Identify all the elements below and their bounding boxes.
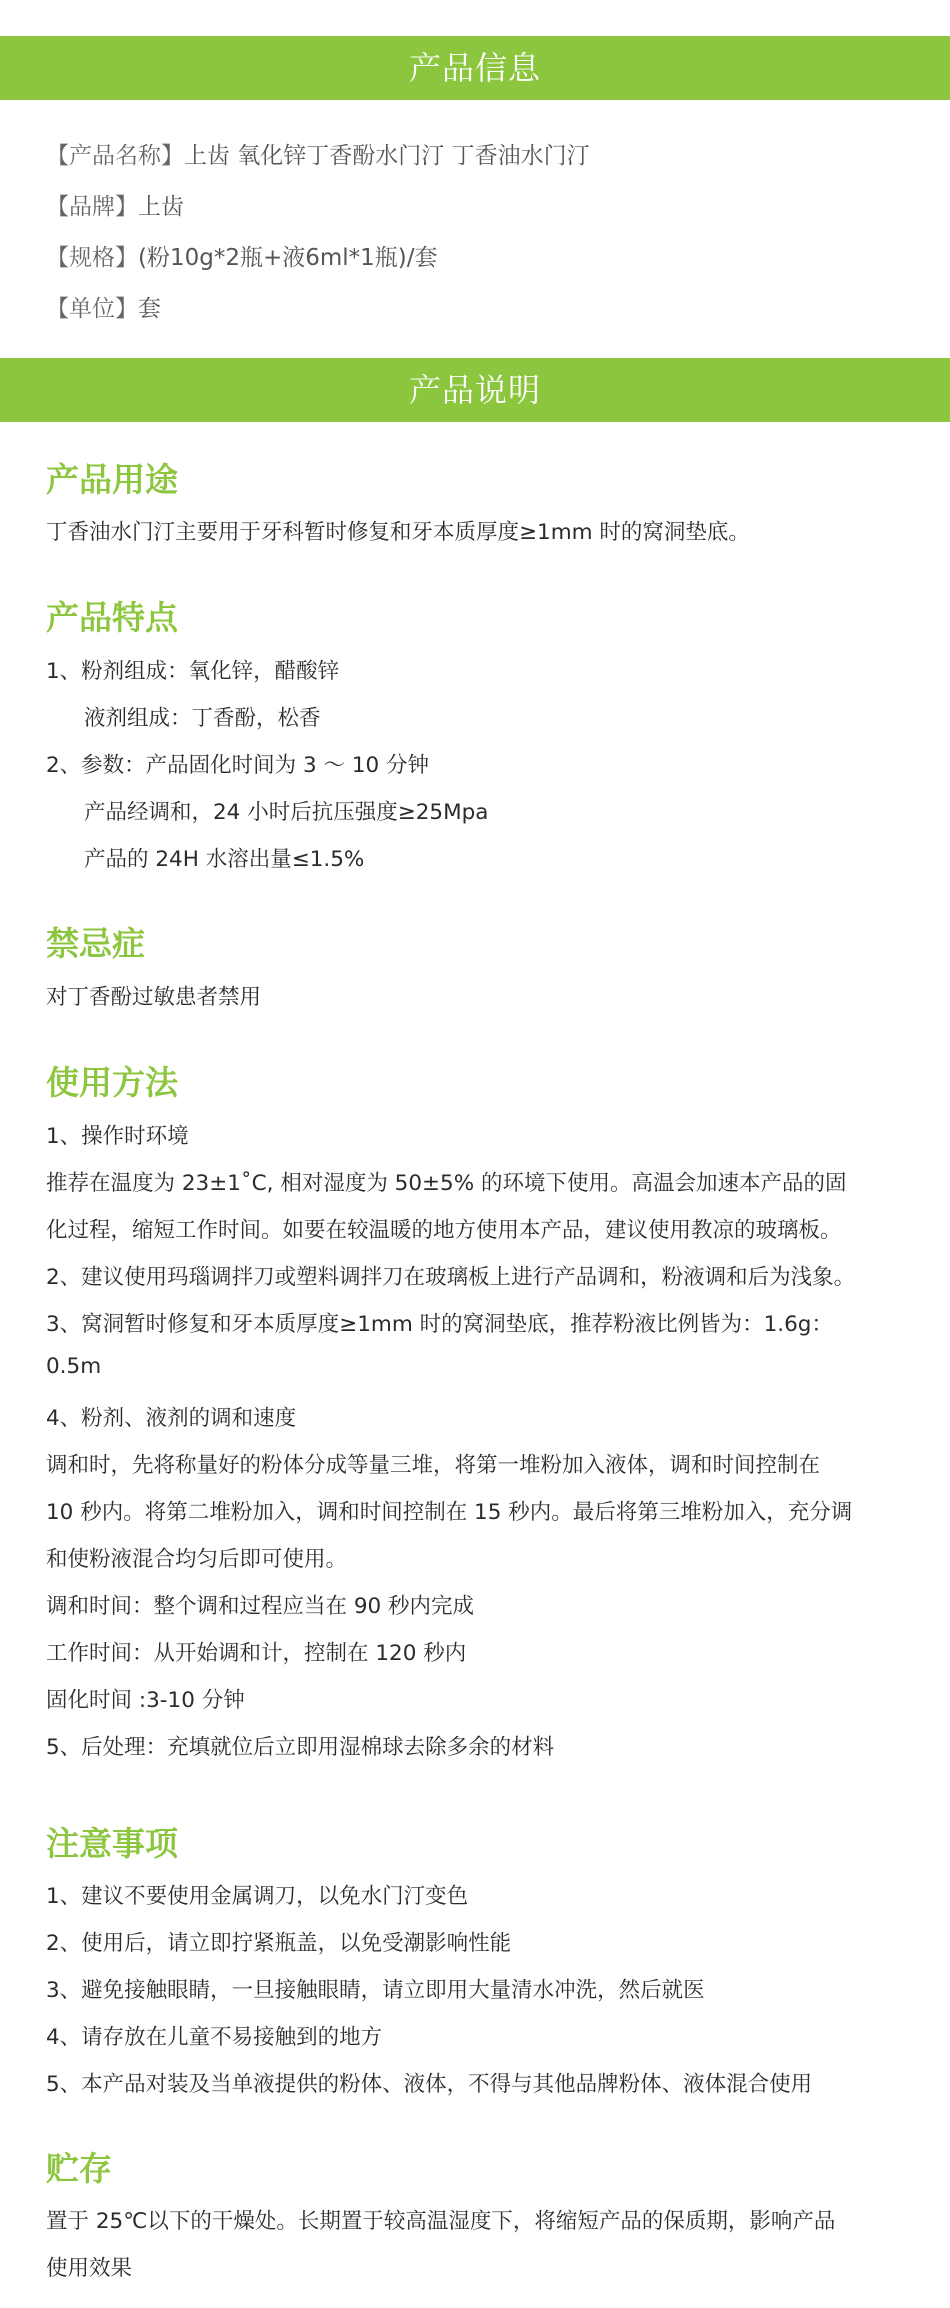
method-line: 化过程，缩短工作时间。如要在较温暖的地方使用本产品，建议使用教凉的玻璃板。 <box>46 1218 842 1243</box>
method-line: 工作时间：从开始调和计，控制在 120 秒内 <box>46 1641 467 1666</box>
method-line: 0.5m <box>46 1354 102 1379</box>
notes-heading: 注意事项 <box>46 1824 178 1863</box>
contraindication-heading: 禁忌症 <box>46 924 145 963</box>
method-line: 1、操作时环境 <box>46 1124 189 1149</box>
notes-line: 1、建议不要使用金属调刀，以免水门汀变色 <box>46 1884 469 1909</box>
method-line: 4、粉剂、液剂的调和速度 <box>46 1406 297 1431</box>
info-label: 【单位】 <box>46 296 138 322</box>
features-line: 2、参数：产品固化时间为 3 ～ 10 分钟 <box>46 753 430 778</box>
features-line: 产品的 24H 水溶出量≤1.5% <box>84 847 365 872</box>
info-label: 【品牌】 <box>46 194 138 220</box>
product-info-header: 产品信息 <box>0 36 950 100</box>
method-line: 调和时间：整个调和过程应当在 90 秒内完成 <box>46 1594 475 1619</box>
info-label: 【规格】 <box>46 245 138 271</box>
storage-line: 置于 25℃以下的干燥处。长期置于较高温湿度下，将缩短产品的保质期，影响产品 <box>46 2209 836 2234</box>
info-row-unit <box>46 290 161 323</box>
info-value: 套 <box>138 296 161 322</box>
method-line: 推荐在温度为 23±1˚C, 相对湿度为 50±5% 的环境下使用。高温会加速本产品的固 <box>46 1171 847 1196</box>
method-line: 2、建议使用玛瑙调拌刀或塑料调拌刀在玻璃板上进行产品调和，粉液调和后为浅象。 <box>46 1265 856 1290</box>
notes-line: 3、避免接触眼睛，一旦接触眼睛，请立即用大量清水冲洗，然后就医 <box>46 1978 705 2003</box>
method-line: 5、后处理：充填就位后立即用湿棉球去除多余的材料 <box>46 1735 555 1760</box>
method-line: 调和时，先将称量好的粉体分成等量三堆，将第一堆粉加入液体，调和时间控制在 <box>46 1453 821 1478</box>
contraindication-text: 对丁香酚过敏患者禁用 <box>46 985 262 1010</box>
storage-line: 使用效果 <box>46 2256 133 2281</box>
info-row-brand <box>46 188 184 221</box>
features-line: 1、粉剂组成：氧化锌，醋酸锌 <box>46 659 340 684</box>
method-line: 和使粉液混合均匀后即可使用。 <box>46 1547 348 1572</box>
info-label: 【产品名称】 <box>46 143 184 169</box>
features-heading: 产品特点 <box>46 598 178 637</box>
info-value: (粉10g*2瓶+液6ml*1瓶)/套 <box>138 245 438 271</box>
info-value: 上齿 <box>138 194 184 220</box>
info-row-spec <box>46 239 438 272</box>
product-description-header: 产品说明 <box>0 358 950 422</box>
method-heading: 使用方法 <box>46 1063 178 1102</box>
method-line: 固化时间 :3-10 分钟 <box>46 1688 245 1713</box>
notes-line: 5、本产品对装及当单液提供的粉体、液体，不得与其他品牌粉体、液体混合使用 <box>46 2072 813 2097</box>
usage-heading: 产品用途 <box>46 460 178 499</box>
notes-line: 2、使用后，请立即拧紧瓶盖，以免受潮影响性能 <box>46 1931 512 1956</box>
info-row-name <box>46 137 590 170</box>
method-line: 10 秒内。将第二堆粉加入，调和时间控制在 15 秒内。最后将第三堆粉加入，充分调 <box>46 1500 853 1525</box>
usage-text: 丁香油水门汀主要用于牙科暂时修复和牙本质厚度≥1mm 时的窝洞垫底。 <box>46 520 750 545</box>
storage-heading: 贮存 <box>46 2149 112 2188</box>
method-line: 3、窝洞暂时修复和牙本质厚度≥1mm 时的窝洞垫底，推荐粉液比例皆为：1.6g： <box>46 1312 833 1337</box>
notes-line: 4、请存放在儿童不易接触到的地方 <box>46 2025 383 2050</box>
features-line: 液剂组成：丁香酚，松香 <box>84 706 321 731</box>
features-line: 产品经调和，24 小时后抗压强度≥25Mpa <box>84 800 489 825</box>
info-value: 上齿 氧化锌丁香酚水门汀 丁香油水门汀 <box>184 143 590 169</box>
